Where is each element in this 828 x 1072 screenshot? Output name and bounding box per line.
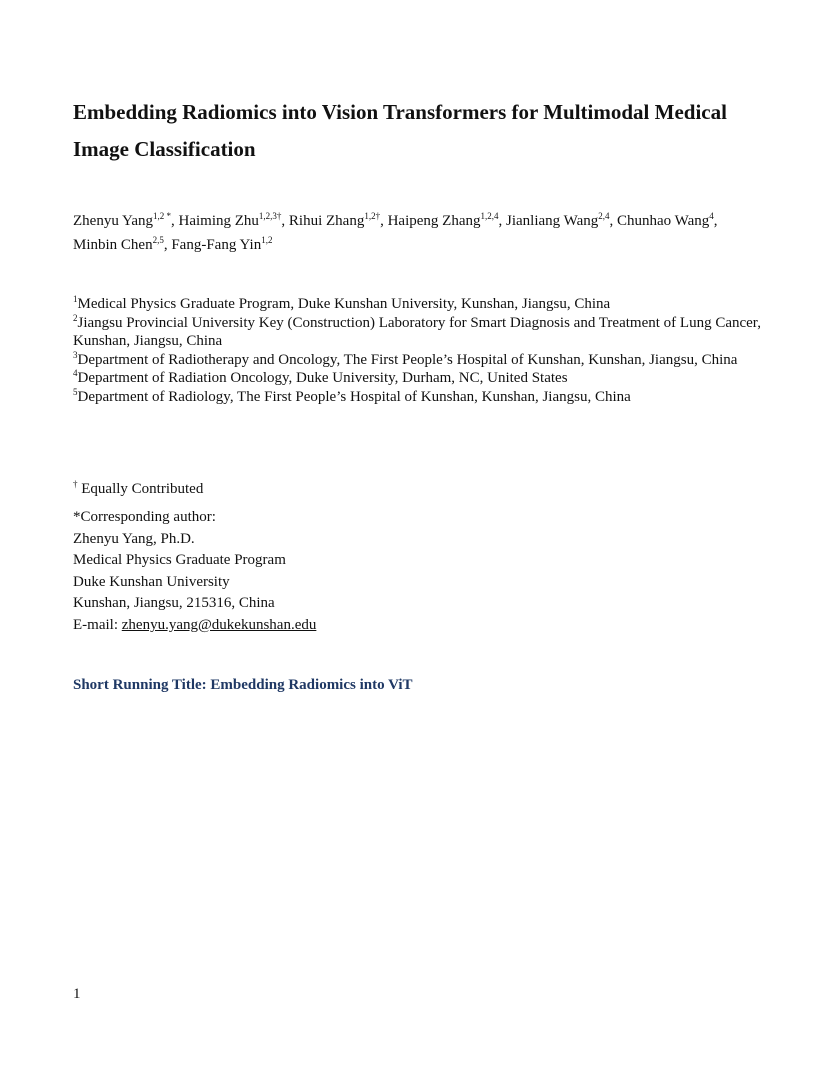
affiliation-number: 2	[73, 312, 78, 323]
affiliation-item	[73, 369, 763, 388]
affiliation-item	[73, 314, 763, 351]
dagger-mark: †	[73, 479, 78, 489]
author-affiliation-marker: 2,4	[598, 211, 610, 221]
author-affiliation-marker: 1,2 *	[153, 211, 172, 221]
affiliation-number: 5	[73, 386, 78, 397]
email-label: E-mail:	[73, 616, 122, 633]
author-affiliation-marker: 1,2	[261, 235, 273, 245]
affiliation-item	[73, 295, 763, 314]
corresponding-author-email-line	[73, 615, 316, 637]
author-list	[73, 209, 763, 257]
author-name: , Rihui Zhang	[281, 213, 365, 229]
paper-title: Embedding Radiomics into Vision Transformers for Multimodal Medical Image Classification	[73, 100, 727, 161]
page-number: 1	[73, 986, 81, 1002]
corresponding-author-name: Zhenyu Yang, Ph.D.	[73, 530, 195, 547]
affiliation-list	[73, 295, 763, 407]
corresponding-author-university: Duke Kunshan University	[73, 573, 230, 590]
author-name: , Haipeng Zhang	[380, 213, 481, 229]
author-affiliation-marker: 1,2,4	[480, 211, 499, 221]
author-name: , Jianliang Wang	[498, 213, 599, 229]
equal-contribution-text: Equally Contributed	[77, 481, 204, 497]
affiliation-text: Medical Physics Graduate Program, Duke Kunshan University, Kunshan, Jiangsu, China	[77, 296, 611, 312]
affiliation-item	[73, 351, 763, 370]
author-name: , Minbin Chen	[73, 213, 718, 253]
corresponding-author-program: Medical Physics Graduate Program	[73, 552, 286, 569]
author-affiliation-marker: 1,2,3†	[258, 211, 282, 221]
affiliation-item	[73, 388, 763, 407]
equal-contribution-note	[73, 478, 203, 500]
short-running-title: Short Running Title: Embedding Radiomics into ViT	[73, 677, 413, 693]
email-link[interactable]: zhenyu.yang@dukekunshan.edu	[121, 616, 317, 633]
author-affiliation-marker: 4	[709, 211, 714, 221]
author-name: Zhenyu Yang	[73, 213, 154, 229]
affiliation-number: 4	[73, 368, 78, 379]
author-affiliation-marker: 2,5	[152, 235, 164, 245]
author-name: , Fang-Fang Yin	[163, 237, 262, 253]
corresponding-author-block	[73, 507, 316, 637]
affiliation-text: Department of Radiation Oncology, Duke University, Durham, NC, United States	[77, 370, 568, 387]
affiliation-text: Department of Radiology, The First People’s Hospital of Kunshan, Kunshan, Jiangsu, China	[77, 388, 631, 405]
affiliation-number: 3	[73, 349, 78, 360]
affiliation-text: Jiangsu Provincial University Key (Construction) Laboratory for Smart Diagnosis and Treatment of Lung Cancer, Kunshan, Jiangsu, China	[73, 314, 761, 350]
corresponding-author-label: *Corresponding author:	[73, 509, 216, 525]
paper-title-page	[73, 0, 763, 1072]
author-name: , Chunhao Wang	[609, 213, 710, 229]
author-name: , Haiming Zhu	[171, 213, 259, 229]
affiliation-text: Department of Radiotherapy and Oncology, The First People’s Hospital of Kunshan, Kunshan, Jiangsu, China	[77, 351, 738, 368]
affiliation-number: 1	[73, 294, 78, 304]
corresponding-author-address: Kunshan, Jiangsu, 215316, China	[73, 595, 275, 612]
author-affiliation-marker: 1,2†	[364, 211, 381, 221]
